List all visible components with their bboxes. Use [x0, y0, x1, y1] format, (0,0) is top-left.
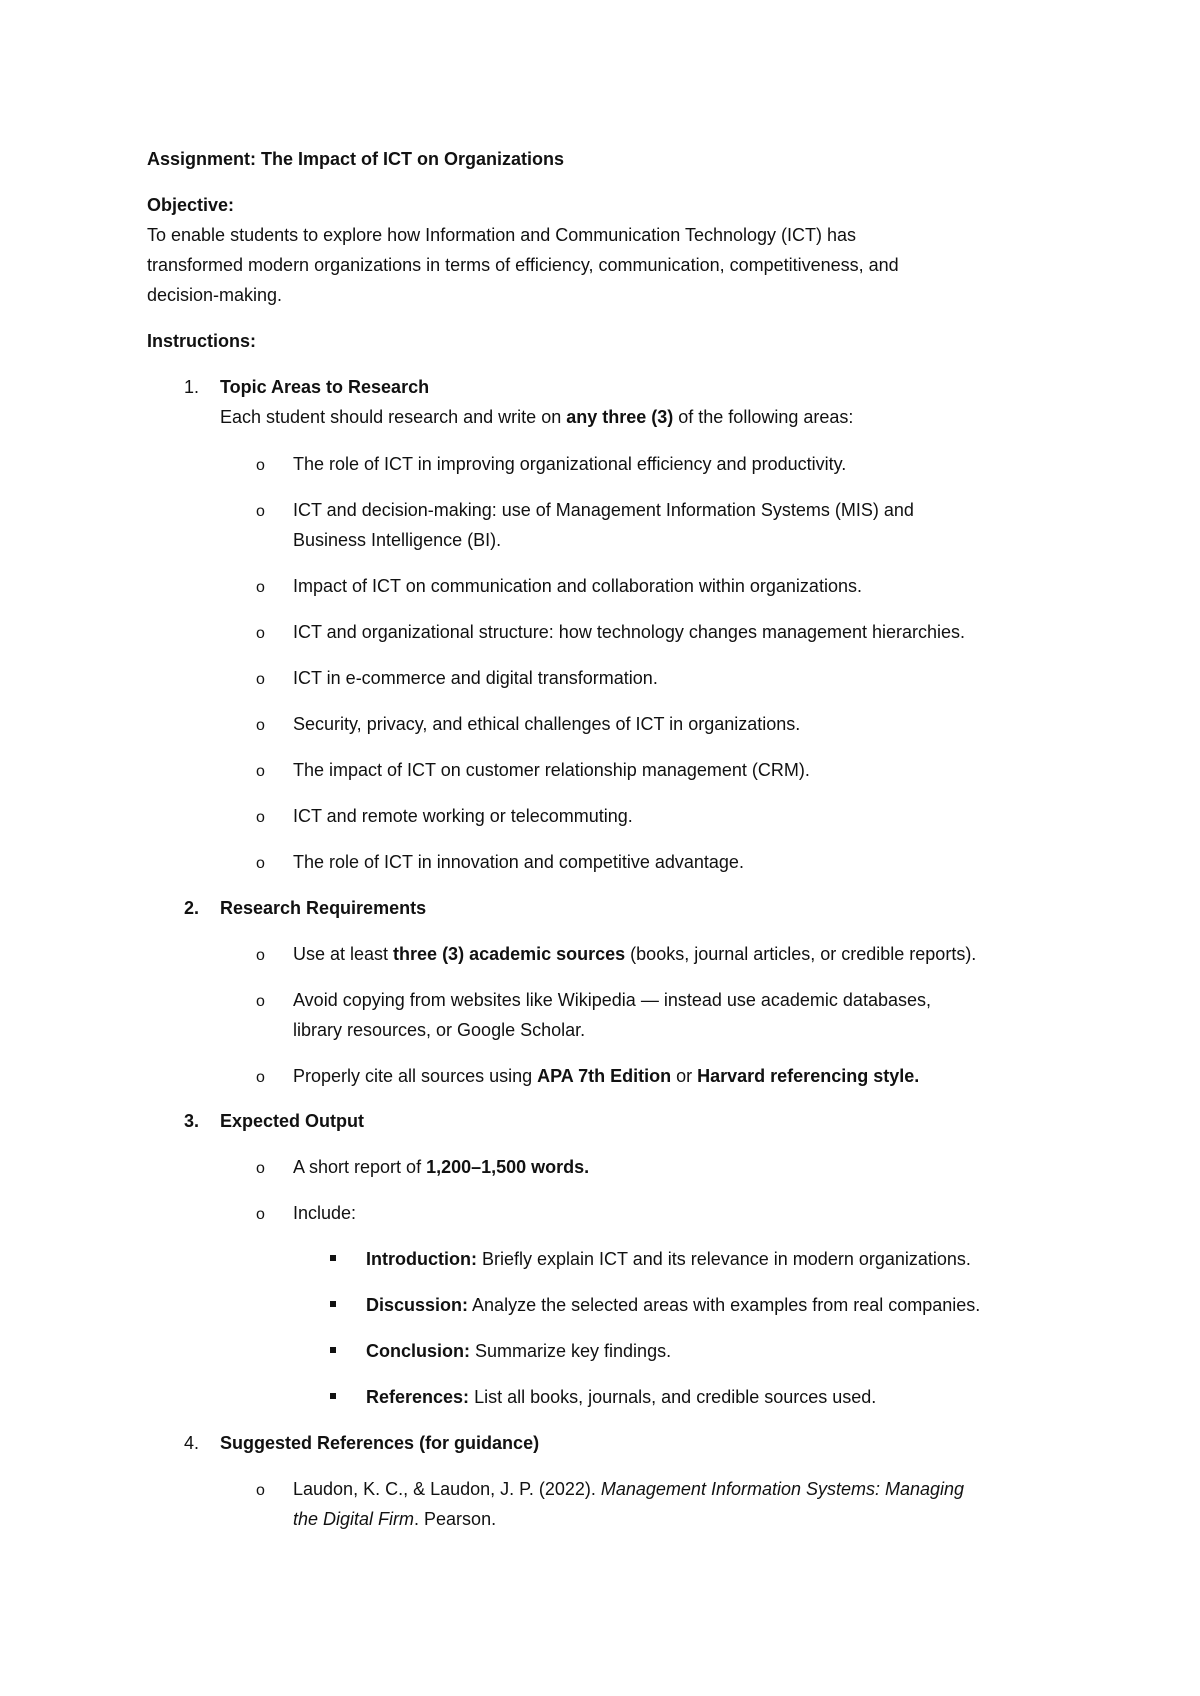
objective-line: To enable students to explore how Information and Communication Technology (ICT) has: [147, 225, 857, 245]
bullet-glyph: o: [256, 993, 265, 1010]
bullet-glyph: o: [256, 579, 265, 596]
section-heading: Expected Output: [220, 1111, 365, 1131]
objective-line: transformed modern organizations in terms of efficiency, communication, competitiveness, and: [147, 255, 899, 275]
list-item: Use at least three (3) academic sources (books, journal articles, or credible reports).: [293, 944, 977, 964]
list-item: ICT and organizational structure: how technology changes management hierarchies.: [293, 622, 966, 642]
square-bullet-icon: [330, 1255, 336, 1261]
list-item: Avoid copying from websites like Wikipedia — instead use academic databases,: [293, 990, 931, 1010]
section-number: 4.: [183, 1433, 199, 1453]
list-item: Properly cite all sources using APA 7th Edition or Harvard referencing style.: [293, 1066, 920, 1086]
list-item-continuation: Business Intelligence (BI).: [293, 530, 502, 550]
list-item: The impact of ICT on customer relationship management (CRM).: [293, 760, 810, 780]
reference-entry: Laudon, K. C., & Laudon, J. P. (2022). Management Information Systems: Managing: [293, 1479, 965, 1499]
bullet-glyph: o: [256, 1160, 265, 1177]
sub-list-item: Conclusion: Summarize key findings.: [366, 1341, 672, 1361]
section-number: 2.: [183, 898, 199, 918]
objective-line: decision-making.: [147, 285, 283, 305]
list-item: The role of ICT in innovation and competitive advantage.: [293, 852, 744, 872]
square-bullet-icon: [330, 1393, 336, 1399]
bullet-glyph: o: [256, 763, 265, 780]
bullet-glyph: o: [256, 1482, 265, 1499]
instructions-heading: Instructions:: [147, 331, 257, 351]
section-heading: Research Requirements: [220, 898, 427, 918]
reference-entry-continuation: the Digital Firm. Pearson.: [293, 1509, 497, 1529]
list-item: A short report of 1,200–1,500 words.: [293, 1157, 590, 1177]
section-heading: Topic Areas to Research: [220, 377, 430, 397]
bullet-glyph: o: [256, 947, 265, 964]
bullet-glyph: o: [256, 625, 265, 642]
list-item: ICT in e-commerce and digital transformation.: [293, 668, 658, 688]
sub-list-item: References: List all books, journals, and credible sources used.: [366, 1387, 877, 1407]
square-bullet-icon: [330, 1347, 336, 1353]
bullet-glyph: o: [256, 503, 265, 520]
bullet-glyph: o: [256, 457, 265, 474]
bullet-glyph: o: [256, 809, 265, 826]
section-intro: Each student should research and write on any three (3) of the following areas:: [220, 407, 854, 427]
list-item: Impact of ICT on communication and collaboration within organizations.: [293, 576, 862, 596]
page-title: Assignment: The Impact of ICT on Organizations: [147, 149, 565, 169]
section-number: 1.: [183, 377, 199, 397]
objective-heading: Objective:: [147, 195, 235, 215]
bullet-glyph: o: [256, 1069, 265, 1086]
list-item: ICT and decision-making: use of Management Information Systems (MIS) and: [293, 500, 914, 520]
list-item: The role of ICT in improving organizational efficiency and productivity.: [293, 454, 847, 474]
section-heading: Suggested References (for guidance): [220, 1433, 540, 1453]
list-item: Include:: [293, 1203, 357, 1223]
list-item: ICT and remote working or telecommuting.: [293, 806, 633, 826]
list-item: Security, privacy, and ethical challenges of ICT in organizations.: [293, 714, 801, 734]
square-bullet-icon: [330, 1301, 336, 1307]
bullet-glyph: o: [256, 717, 265, 734]
list-item-continuation: library resources, or Google Scholar.: [293, 1020, 586, 1040]
sub-list-item: Introduction: Briefly explain ICT and its relevance in modern organizations.: [366, 1249, 971, 1269]
sub-list-item: Discussion: Analyze the selected areas with examples from real companies.: [366, 1295, 981, 1315]
section-number: 3.: [183, 1111, 199, 1131]
bullet-glyph: o: [256, 1206, 265, 1223]
bullet-glyph: o: [256, 671, 265, 688]
bullet-glyph: o: [256, 855, 265, 872]
